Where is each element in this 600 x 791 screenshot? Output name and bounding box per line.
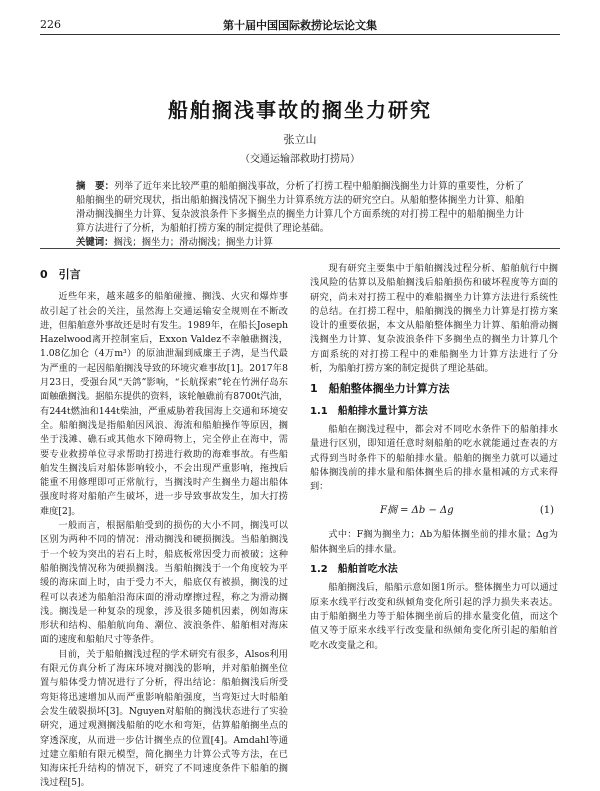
subsection-heading-1-1: 1.1 船舶排水量计算方法: [310, 405, 428, 417]
equation-1-expression: F搁 = Δb − Δg: [380, 505, 454, 517]
keywords-label: 关键词：: [76, 237, 114, 248]
section-heading-intro: 0 引言: [40, 268, 81, 281]
keywords-text: 搁浅；搁坐力；滑动搁浅；搁坐力计算: [113, 237, 273, 248]
method-paragraph-1: 船舶在搁浅过程中，都会对不同吃水条件下的船舶排水量进行区别，即知道任意时刻船舶的吃水就能通过查表的方式得到当时条件下的船舶排水量。船舶的搁坐力就可以通过船体搁浅前的排水量和船体搁坐后的排水量相减的方式来得到：: [310, 423, 558, 493]
equation-1-number: (1): [539, 505, 554, 517]
intro-paragraph-1: 近些年来，越来越多的船舶碰撞、搁浅、火灾和爆炸事故引起了社会的关注，虽然海上交通运输安全规则在不断改进，但船舶意外事故还是时有发生。1989年，在船长Joseph Hazelwood离开控制室后，Exxon Valdez不幸触礁搁浅，1.08亿加仑（4万m³）的原油泄漏到威廉王子湾，是当代最为严重的一起因船舶搁浅导致的环境灾难事故[1]。2017年8月23日，受强台风“天鸽”影响，“长航探索”轮在竹洲仔岛东面触礁搁浅。据船东提供的资料，该轮触礁前有8700t汽油，有244t燃油和144t柴油，严重威胁着我国海上交通和环境安全。船舶搁浅是指船舶因风浪、海流和船舶操作等原因，搁坐于浅滩、礁石或其他水下障碍物上，完全停止在海中，需要专业救捞单位寻求帮助打捞进行救助的海难事故。有些船舶发生搁浅后对船体影响较小，不会出现严重影响，拖拽后能重不用修理即可正常航行，当搁浅时产生搁坐力超出船体强度时将对船舶产生破坏，进一步导致事故发生，加大打捞难度[2]。: [40, 291, 288, 517]
journal-title: 第十届中国国际救捞论坛论文集: [223, 19, 377, 32]
author-name: 张立山: [283, 133, 317, 146]
equation-1-explanation: 式中：F搁为搁坐力；Δb为船体搁坐前的排水量；Δg为船体搁坐后的排水量。: [310, 529, 558, 555]
method-paragraph-2: 船舶搁浅后，船船示意如图1所示。整体搁坐力可以通过原来水线平行改变和纵倾角变化所引起的浮力损失来表达。由于船舶搁坐力等于船体搁坐前后的排水量变化值，而这个值又等于原来水线平行改变量和纵倾角变化所引起的船舶首吃水改变量之和。: [310, 582, 558, 651]
right-column: [310, 262, 558, 653]
running-header: [40, 16, 560, 35]
intro-paragraph-2: 一般而言，根据船舶受到的损伤的大小不同，搁浅可以区别为两种不同的情况：滑动搁浅和硬损搁浅。当船舶搁浅于一个较为突出的岩石上时，船底板常因受力而被破；这种船舶搁浅情况称为硬损搁浅。当船舶搁浅于一个角度较为平缓的海床面上时，由于受力不大，船底仅有被损，搁浅的过程可以表述为船舶沿海床面的滑动摩擦过程，称之为滑动搁浅。搁浅是一种复杂的现象，涉及很多随机因素，例如海床形状和结构、船舶航向角、潮位、波浪条件、船舶相对海床面的速度和船舶尺寸等条件。: [40, 520, 288, 646]
abstract-text: 列举了近年来比较严重的船舶搁浅事故，分析了打捞工程中船舶搁浅搁坐力计算的重要性，分析了船舶搁坐的研究现状，指出船舶搁浅情况下搁坐力计算系统方法的研究空白。从船舶整体搁坐力计算、船舶滑动搁浅搁坐力计算、复杂波浪条件下多搁坐点的搁坐力计算几个方面系统的对打捞工程中的船舶搁坐力计算方法进行了分析，为船舶打捞方案的制定提供了理论基础。: [76, 181, 524, 234]
abstract-block: [76, 180, 524, 250]
page-number: 226: [40, 18, 61, 31]
left-column: [40, 262, 288, 791]
equation-1: [310, 500, 558, 522]
abstract-label: 摘 要：: [76, 181, 115, 192]
intro-paragraph-3: 目前，关于船舶搁浅过程的学术研究有很多，Alsos利用有限元仿真分析了海床环境对搁浅的影响，并对船舶搁坐位置与船体受力情况进行了分析，得出结论：船舶搁浅后所受弯矩将迅速增加从而严重影响船舶强度，当弯矩过大时船舶会发生破裂损坏[3]。Nguyen对船舶的搁浅状态进行了实验研究，通过观测搁浅船舶的吃水和弯矩，估算船舶搁坐点的穿透深度，从而进一步估计搁坐点的位置[4]。Amdahl等通过建立船舶有限元模型，简化搁坐力计算公式等方法，在已知海床托升结构的情况下，研究了不同速度条件下船舶的搁浅过程[5]。: [40, 648, 288, 789]
intro-paragraph-4: 现有研究主要集中于船舶搁浅过程分析、船舶航行中搁浅风险的估算以及船舶搁浅后船舶损伤和破坏程度等方面的研究，尚未对打捞工程中的难船搁坐力计算方法进行系统性的总结。在打捞工程中，船舶搁浅的搁坐力计算是打捞方案设计的重要依据，本文从船舶整体搁坐力计算、船舶滑动搁浅搁坐力计算、复杂波浪条件下多搁坐点的搁坐力计算几个方面系统的对打捞工程中的难船搁坐力计算方法进行了分析，为船舶打捞方案的制定提供了理论基础。: [310, 263, 558, 375]
section-heading-1: 1 船舶整体搁坐力计算方法: [310, 382, 450, 396]
subsection-heading-1-2: 1.2 船舶首吃水法: [310, 564, 398, 576]
author-affiliation: （交通运输部救助打捞局）: [240, 154, 360, 165]
paper-title: 船舶搁浅事故的搁坐力研究: [168, 98, 432, 122]
section-divider: [40, 248, 560, 249]
